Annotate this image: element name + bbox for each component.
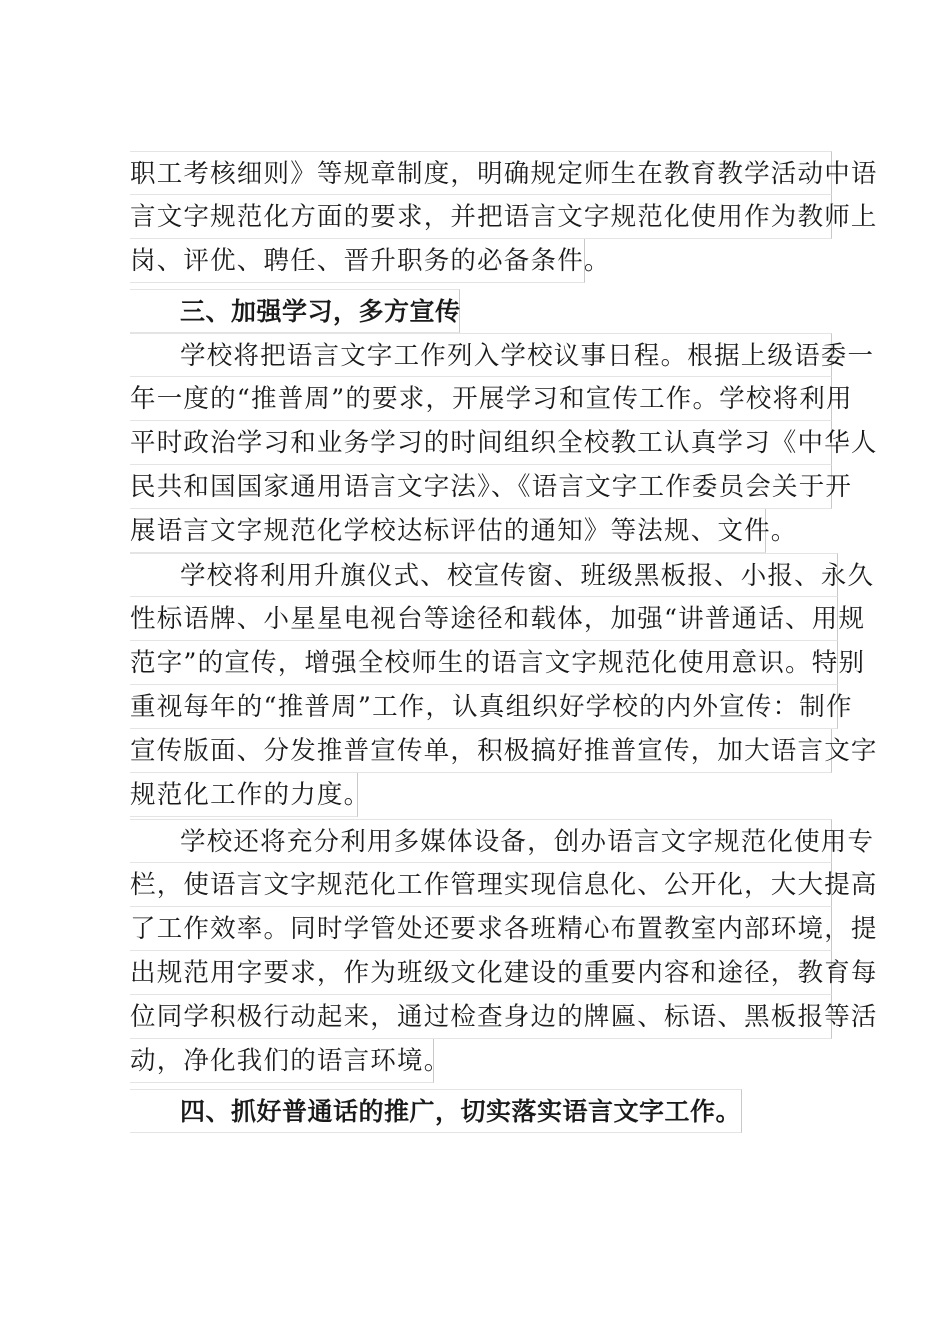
body-text-line: 了工作效率。同时学管处还要求各班精心布置教室内部环境，提 (130, 907, 832, 951)
body-text-line: 年一度的“推普周”的要求，开展学习和宣传工作。学校将利用 (130, 377, 832, 421)
section-heading: 四、抓好普通话的推广，切实落实语言文字工作。 (130, 1089, 742, 1133)
body-text-line: 重视每年的“推普周”工作，认真组织好学校的内外宣传：制作 (130, 685, 838, 729)
body-text-line: 职工考核细则》等规章制度，明确规定师生在教育教学活动中语 (130, 151, 832, 195)
body-text-line: 范字”的宣传，增强全校师生的语言文字规范化使用意识。特别 (130, 641, 838, 685)
body-text-line: 民共和国国家通用语言文字法》、《语言文字工作委员会关于开 (130, 465, 832, 509)
body-text-line: 平时政治学习和业务学习的时间组织全校教工认真学习《中华人 (130, 421, 832, 465)
body-text-line: 学校还将充分利用多媒体设备，创办语言文字规范化使用专 (130, 819, 832, 863)
section-heading: 三、加强学习，多方宣传 (130, 289, 460, 333)
body-text-line: 出规范用字要求，作为班级文化建设的重要内容和途径，教育每 (130, 951, 832, 995)
body-text-line: 岗、评优、聘任、晋升职务的必备条件。 (130, 239, 585, 283)
body-text-line: 学校将利用升旗仪式、校宣传窗、班级黑板报、小报、永久 (130, 553, 838, 597)
body-text-line: 学校将把语言文字工作列入学校议事日程。根据上级语委一 (130, 333, 832, 377)
body-text-line: 展语言文字规范化学校达标评估的通知》等法规、文件。 (130, 509, 766, 553)
body-text-line: 规范化工作的力度。 (130, 773, 358, 817)
body-text-line: 言文字规范化方面的要求，并把语言文字规范化使用作为教师上 (130, 195, 832, 239)
body-text-line: 宣传版面、分发推普宣传单，积极搞好推普宣传，加大语言文字 (130, 729, 832, 773)
body-text-line: 性标语牌、小星星电视台等途径和载体，加强“讲普通话、用规 (130, 597, 838, 641)
body-text-line: 栏，使语言文字规范化工作管理实现信息化、公开化，大大提高 (130, 863, 832, 907)
body-text-line: 位同学积极行动起来，通过检查身边的牌匾、标语、黑板报等活 (130, 995, 832, 1039)
body-text-line: 动，净化我们的语言环境。 (130, 1039, 434, 1083)
